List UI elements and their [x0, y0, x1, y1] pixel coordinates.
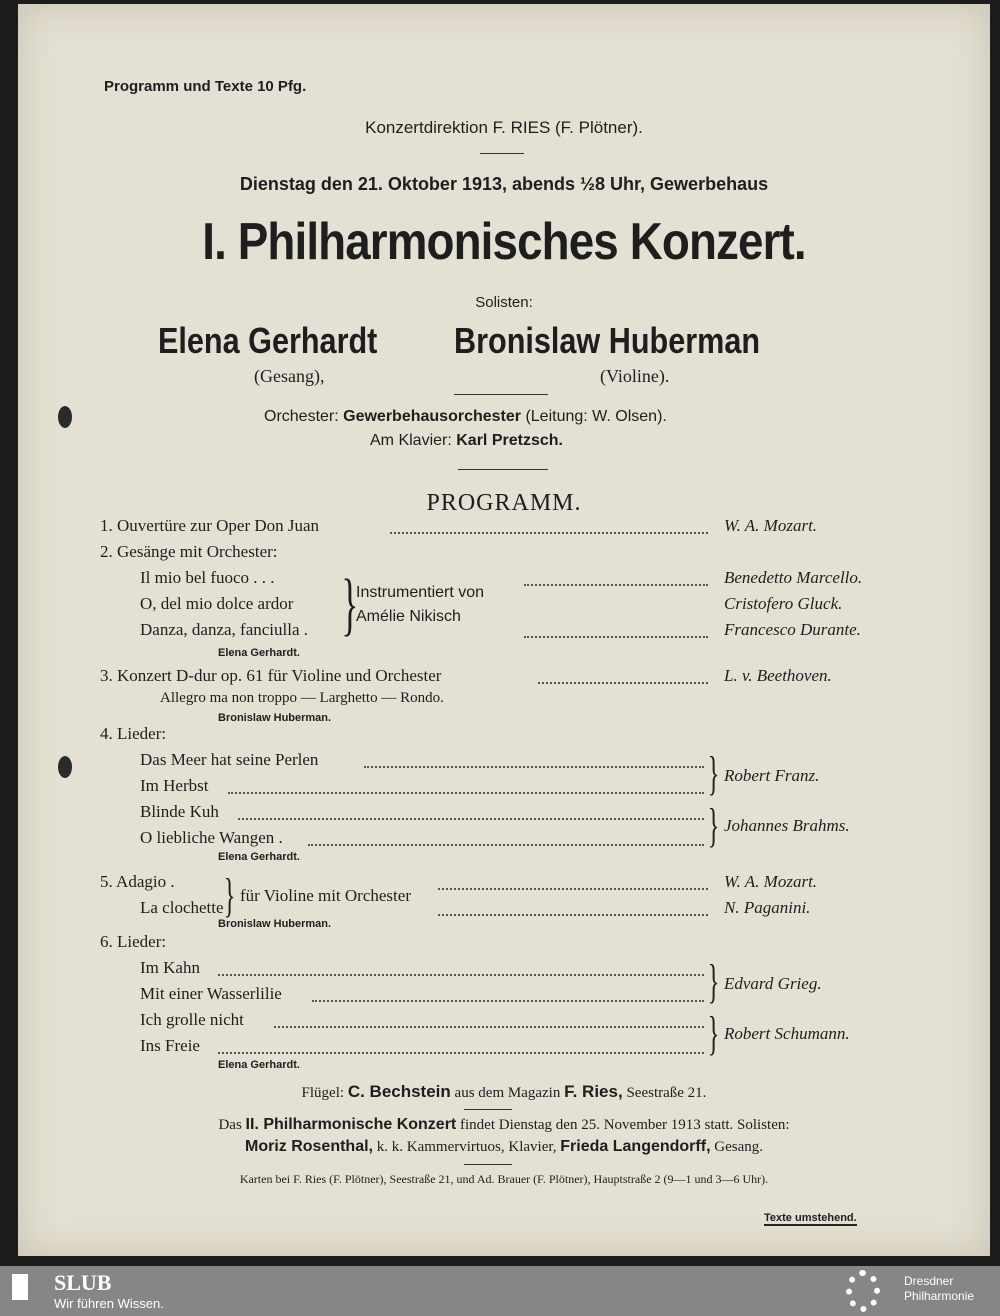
leitung: (Leitung: W. Olsen). — [525, 408, 667, 425]
divider — [454, 394, 548, 395]
composer-franz: Robert Franz. — [724, 766, 820, 785]
rosenthal: Moriz Rosenthal, — [244, 1138, 373, 1155]
song: Il mio bel fuoco . . . — [140, 568, 275, 587]
leader-dots — [218, 1052, 704, 1054]
leader-dots — [228, 792, 704, 794]
soloist2-role: (Violine). — [600, 366, 670, 386]
slub-tagline: Wir führen Wissen. — [54, 1296, 164, 1311]
leader-dots — [538, 682, 708, 684]
leader-dots — [218, 974, 704, 976]
aus: aus dem Magazin — [454, 1085, 561, 1101]
brace: } — [707, 747, 720, 800]
soloist-gerhardt: Elena Gerhardt — [158, 320, 378, 361]
bechstein: C. Bechstein — [347, 1082, 451, 1101]
leader-dots — [438, 914, 708, 916]
leader-dots — [364, 766, 704, 768]
programm-heading: PROGRAMM. — [426, 490, 582, 516]
brace: } — [707, 799, 720, 852]
composer: Francesco Durante. — [724, 620, 861, 639]
program-item-1: 1. Ouvertüre zur Oper Don Juan — [100, 516, 320, 535]
leader-dots — [524, 584, 708, 586]
song: La clochette — [140, 898, 224, 917]
performer: Elena Gerhardt. — [218, 1059, 300, 1071]
seestrasse: Seestraße 21. — [626, 1085, 707, 1101]
song: O, del mio dolce ardor — [140, 594, 294, 613]
philharmonie-logo-icon — [846, 1270, 880, 1312]
song: Mit einer Wasserlilie — [140, 984, 282, 1003]
solisten-label: Solisten: — [475, 294, 533, 311]
langendorff-role: Gesang. — [714, 1139, 764, 1155]
composer: N. Paganini. — [724, 898, 811, 917]
next-concert: II. Philharmonische Konzert — [245, 1116, 457, 1133]
program-item-4: 4. Lieder: — [100, 724, 167, 743]
klavier: Karl Pretzsch. — [456, 432, 563, 449]
slub-logo[interactable]: SLUB — [54, 1270, 112, 1295]
divider — [464, 1164, 512, 1165]
song: Blinde Kuh — [140, 802, 219, 821]
slub-book-icon — [12, 1274, 28, 1300]
composer-brahms: Johannes Brahms. — [724, 816, 850, 835]
philharmonie-logo[interactable] — [904, 1274, 974, 1304]
leader-dots — [524, 636, 708, 638]
fluegel-label: Flügel: — [301, 1085, 345, 1101]
song: O liebliche Wangen . — [140, 828, 283, 847]
composer: Benedetto Marcello. — [724, 568, 863, 587]
leader-dots — [308, 844, 704, 846]
leader-dots — [238, 818, 704, 820]
performer: Elena Gerhardt. — [218, 851, 300, 863]
ticket-info: Karten bei F. Ries (F. Plötner), Seestraße 21, und Ad. Brauer (F. Plötner), Hauptstraße 2 (9—1 und 3—6 Uhr). — [239, 1172, 769, 1186]
program-item-2: 2. Gesänge mit Orchester: — [100, 542, 278, 561]
program-item-6: 6. Lieder: — [100, 932, 167, 951]
date-line: Dienstag den 21. Oktober 1913, abends ½8 Uhr, Gewerbehaus — [239, 174, 769, 194]
composer: W. A. Mozart. — [724, 516, 818, 535]
movements: Allegro ma non troppo — Larghetto — Rondo. — [160, 690, 444, 706]
leader-dots — [312, 1000, 704, 1002]
divider — [480, 153, 524, 154]
instrumentiert: Instrumentiert von — [356, 584, 485, 601]
song: Das Meer hat seine Perlen — [140, 750, 319, 769]
next-concert-text: findet Dienstag den 25. November 1913 statt. Solisten: — [460, 1117, 790, 1133]
concert-program-sheet — [18, 4, 990, 1256]
ries: F. Ries, — [564, 1082, 623, 1101]
performer: Bronislaw Huberman. — [218, 712, 332, 724]
klavier-label: Am Klavier: — [370, 432, 452, 449]
composer-schumann: Robert Schumann. — [724, 1024, 850, 1043]
song: Ins Freie — [140, 1036, 200, 1055]
rosenthal-role: k. k. Kammervirtuos, Klavier, — [376, 1139, 557, 1155]
divider — [464, 1109, 512, 1110]
dp-line1: Dresdner — [904, 1274, 954, 1288]
punch-hole — [58, 756, 72, 778]
soloist-huberman: Bronislaw Huberman — [454, 320, 761, 361]
brace: } — [341, 566, 359, 643]
song: Im Kahn — [140, 958, 200, 977]
ornament-divider — [458, 469, 548, 470]
nikisch: Amélie Nikisch — [356, 608, 461, 625]
leader-dots — [274, 1026, 704, 1028]
program-item-5: 5. Adagio . — [100, 872, 175, 891]
brace: } — [707, 955, 720, 1008]
song: Ich grolle nicht — [140, 1010, 244, 1029]
fuer-violine: für Violine mit Orchester — [240, 886, 411, 905]
direktion: Konzertdirektion F. RIES (F. Plötner). — [365, 118, 643, 137]
brace: } — [223, 869, 236, 922]
leader-dots — [390, 532, 708, 534]
page-title: I. Philharmonisches Konzert. — [202, 213, 806, 271]
orchester-label: Orchester: — [264, 408, 339, 425]
song: Im Herbst — [140, 776, 209, 795]
program-item-3: 3. Konzert D-dur op. 61 für Violine und Orchester — [100, 666, 442, 685]
composer: W. A. Mozart. — [724, 872, 818, 891]
punch-hole — [58, 406, 72, 428]
price-note: Programm und Texte 10 Pfg. — [104, 78, 307, 95]
dp-line2: Philharmonie — [904, 1289, 975, 1303]
orchester: Gewerbehausorchester — [343, 408, 521, 425]
soloist1-role: (Gesang), — [254, 366, 325, 386]
texte-umstehend: Texte umstehend. — [764, 1212, 857, 1224]
langendorff: Frieda Langendorff, — [560, 1138, 711, 1155]
footer-bar — [0, 1266, 1000, 1316]
das: Das — [218, 1117, 242, 1133]
performer: Elena Gerhardt. — [218, 647, 300, 659]
composer-grieg: Edvard Grieg. — [724, 974, 822, 993]
composer: L. v. Beethoven. — [724, 666, 832, 685]
leader-dots — [438, 888, 708, 890]
composer: Cristofero Gluck. — [724, 594, 843, 613]
song: Danza, danza, fanciulla . — [140, 620, 309, 639]
brace: } — [707, 1007, 720, 1060]
performer: Bronislaw Huberman. — [218, 918, 332, 930]
